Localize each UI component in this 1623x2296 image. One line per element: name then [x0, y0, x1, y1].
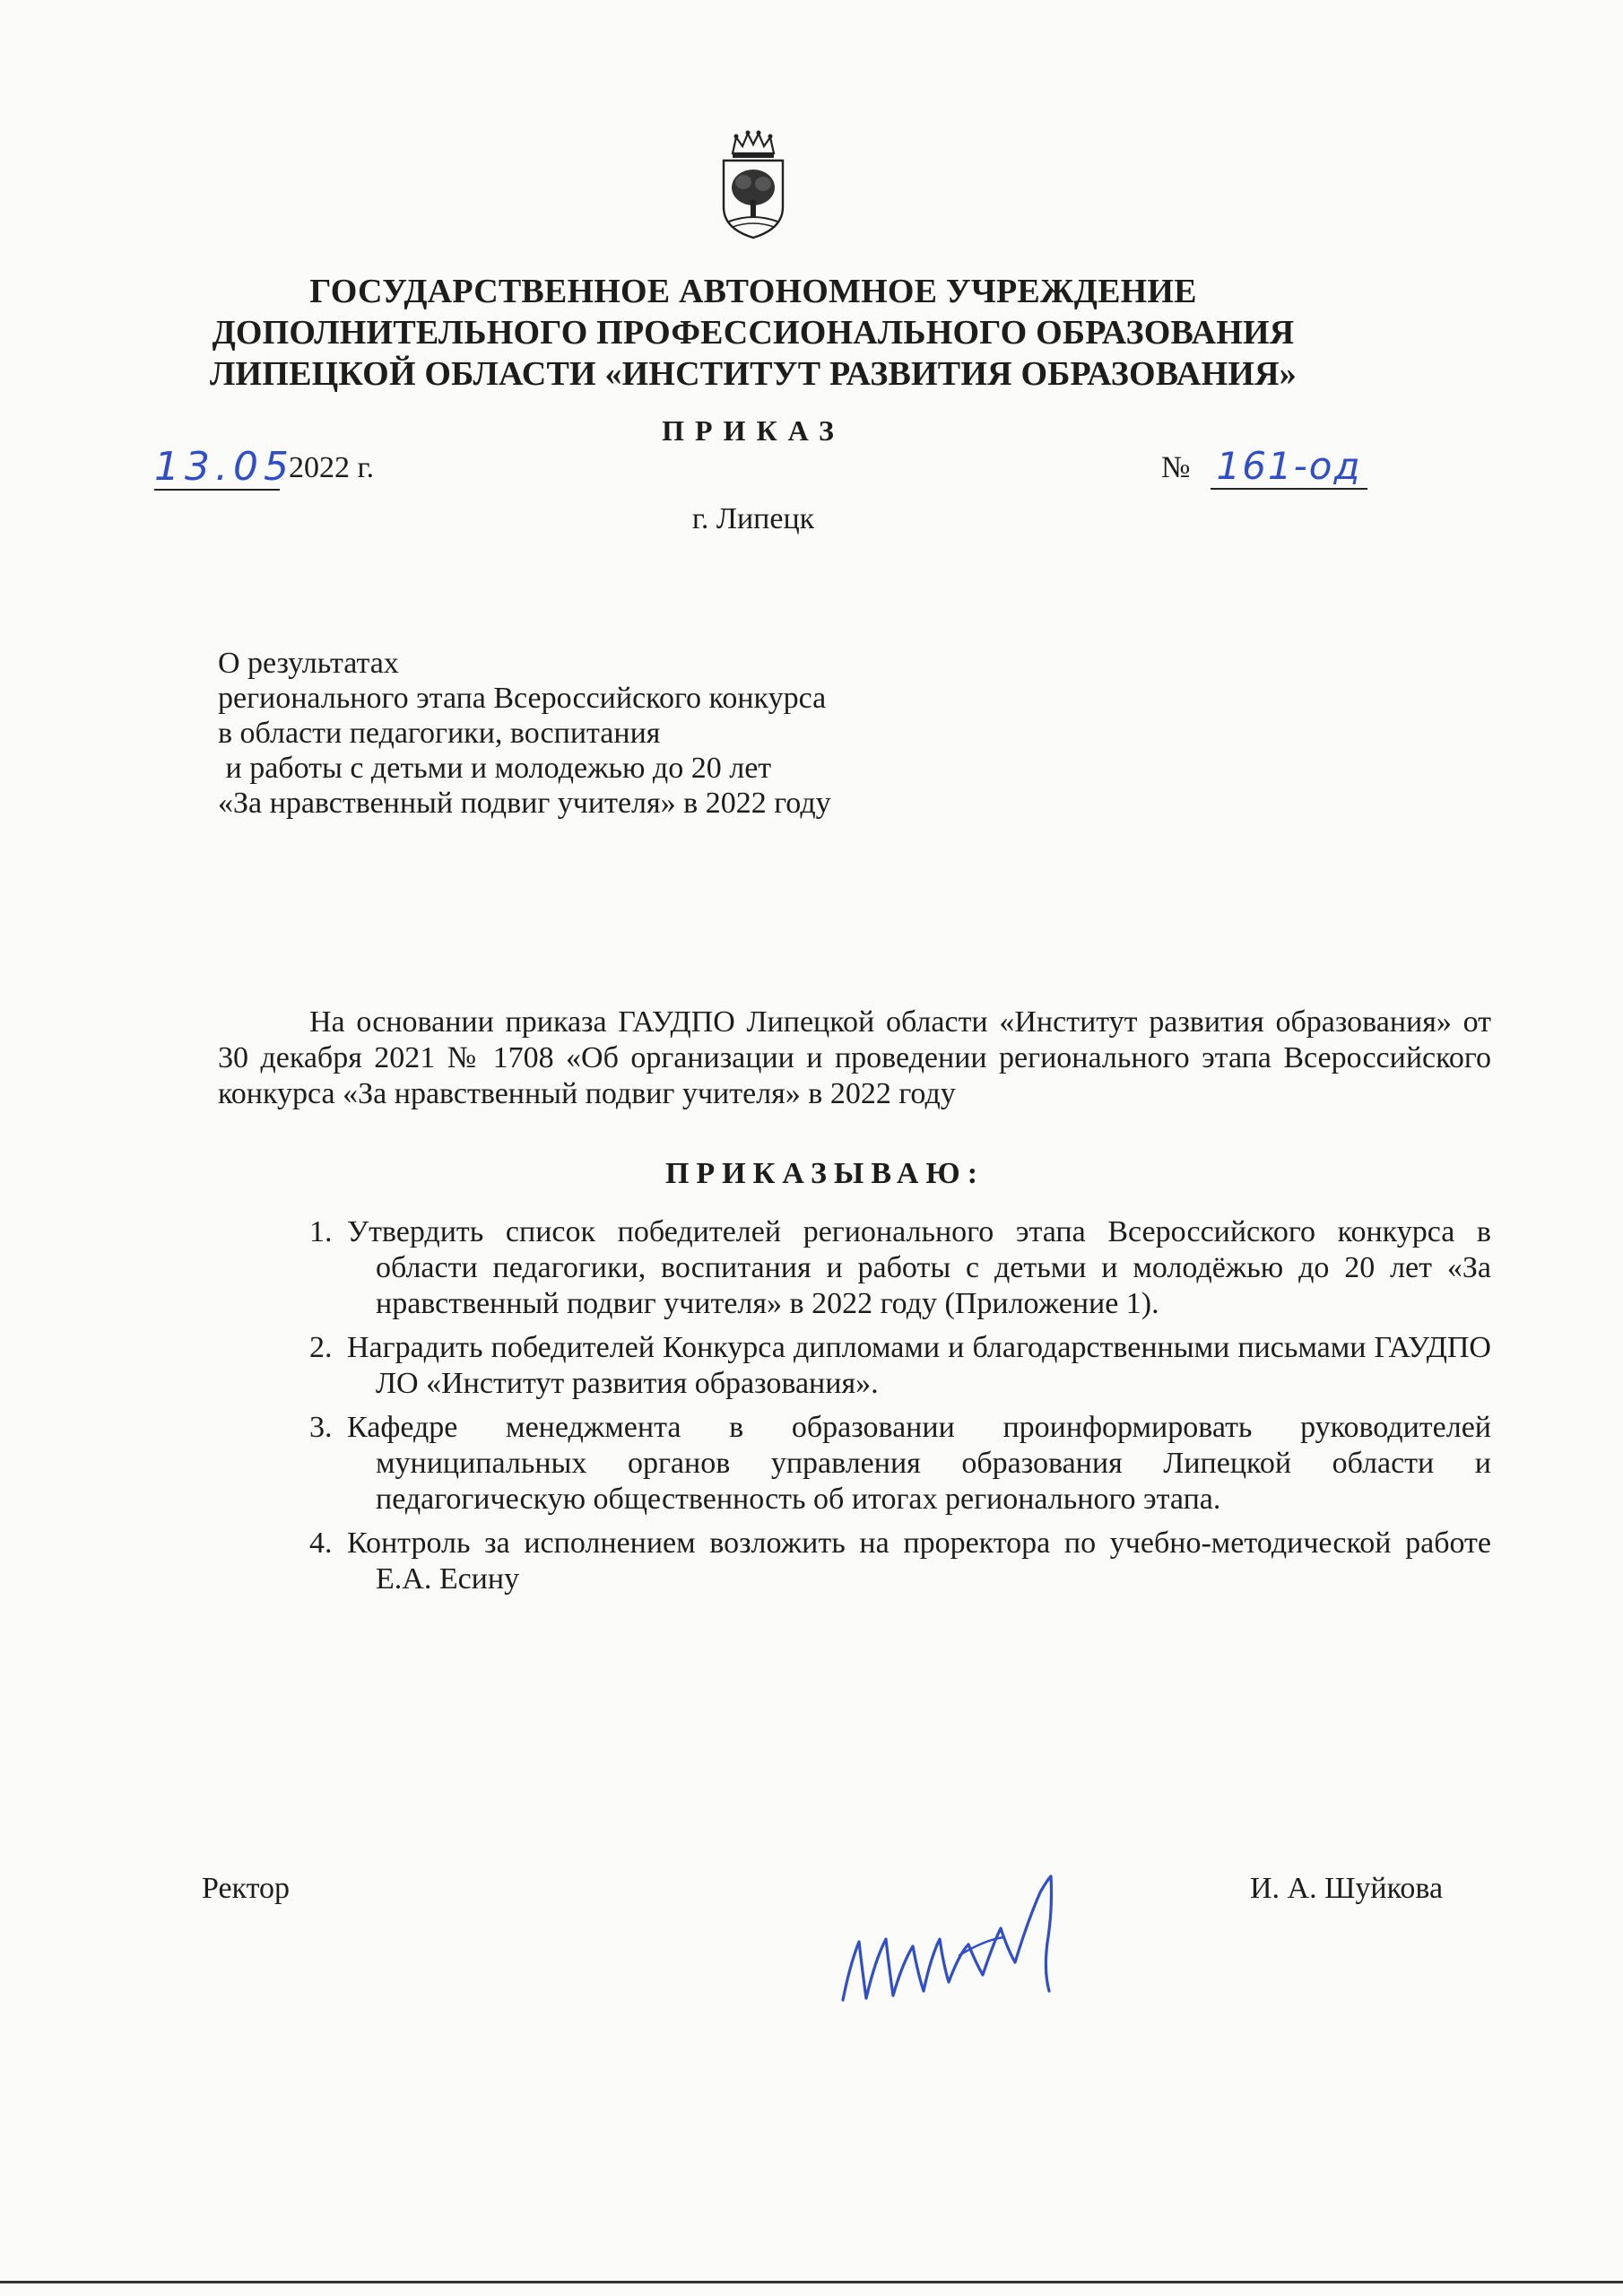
list-item	[309, 1526, 1491, 1597]
item-number: 4.	[309, 1526, 333, 1560]
item-text: Контроль за исполнением возложить на проректора по учебно-методической работе Е.А. Есину	[347, 1526, 1491, 1596]
item-text-wrap	[347, 1410, 1491, 1518]
subject-line: регионального этапа Всероссийского конкурса	[218, 682, 827, 715]
handwritten-date: 13.05	[154, 444, 294, 490]
item-text: Утвердить список победителей регионального этапа Всероссийского конкурса в области педагогики, воспитания и работы с детьми и молодёжью до 20 лет «За нравственный подвиг учителя» в 2022 году (Приложение 1).	[347, 1215, 1491, 1320]
item-number: 3.	[309, 1411, 333, 1444]
number-sign: №	[1161, 451, 1191, 484]
org-name-line-1: ГОСУДАРСТВЕННОЕ АВТОНОМНОЕ УЧРЕЖДЕНИЕ	[309, 273, 1197, 310]
list-item	[309, 1330, 1491, 1402]
subject-line: в области педагогики, воспитания	[218, 717, 661, 750]
date-year: 2022 г.	[289, 451, 375, 484]
handwritten-order-number: 161-од	[1211, 445, 1367, 490]
basis-paragraph: На основании приказа ГАУДПО Липецкой области «Институт развития образования» от 30 декабря 2021 № 1708 «Об организации и проведении регионального этапа Всероссийского конкурса «За нравственный подвиг учителя» в 2022 году	[218, 1005, 1491, 1110]
scan-bottom-edge	[0, 2281, 1623, 2283]
item-text-wrap	[347, 1330, 1491, 1402]
item-text-wrap	[347, 1214, 1491, 1322]
order-items-list	[309, 1214, 1491, 1605]
signatory-name: И. А. Шуйкова	[1250, 1872, 1444, 1905]
subject-line: и работы с детьми и молодежью до 20 лет	[218, 752, 772, 785]
coat-of-arms-emblem	[713, 128, 794, 240]
subject-line: О результатах	[218, 647, 399, 680]
order-subject	[218, 646, 831, 821]
list-item	[309, 1410, 1491, 1518]
item-text-wrap	[347, 1526, 1491, 1597]
signatory-role: Ректор	[202, 1872, 291, 1905]
item-number: 2.	[309, 1331, 333, 1364]
order-heading: ПРИКАЗЫВАЮ:	[664, 1157, 985, 1190]
org-name-line-3: ЛИПЕЦКОЙ ОБЛАСТИ «ИНСТИТУТ РАЗВИТИЯ ОБРАЗОВАНИЯ»	[210, 355, 1297, 393]
item-text: Наградить победителей Конкурса дипломами и благодарственными письмами ГАУДПО ЛО «Институт развития образования».	[347, 1331, 1491, 1400]
item-number: 1.	[309, 1215, 333, 1248]
item-text: Кафедре менеджмента в образовании проинформировать руководителей муниципальных органов управления образования Липецкой области и педагогическую общественность об итогах регионального этапа.	[347, 1411, 1491, 1516]
document-type-title: ПРИКАЗ	[662, 414, 845, 447]
subject-line: «За нравственный подвиг учителя» в 2022 году	[218, 787, 831, 820]
org-name-line-2: ДОПОЛНИТЕЛЬНОГО ПРОФЕССИОНАЛЬНОГО ОБРАЗОВАНИЯ	[212, 314, 1295, 352]
list-item	[309, 1214, 1491, 1322]
city: г. Липецк	[691, 502, 815, 535]
handwritten-signature	[825, 1857, 1112, 2018]
